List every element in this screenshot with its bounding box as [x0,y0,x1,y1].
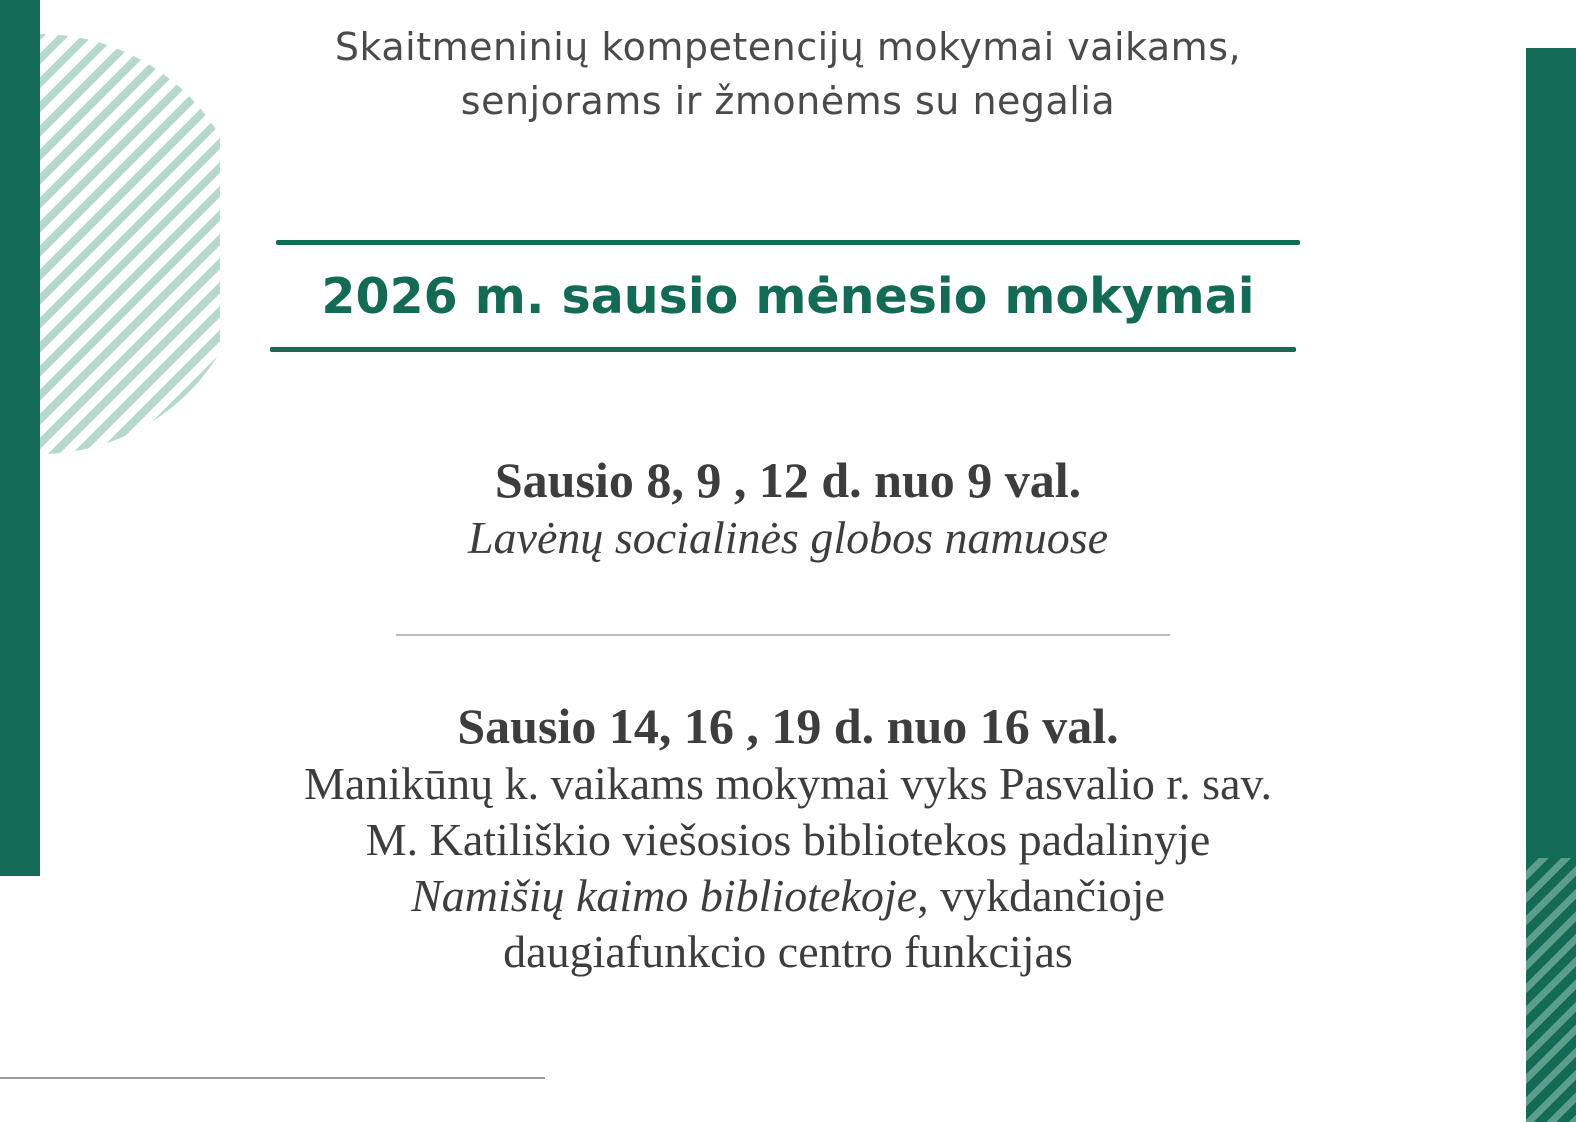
event-2-library-name: Namišių kaimo bibliotekoje [411,870,918,921]
divider [396,634,1170,636]
event-2-line-2: M. Katiliškio viešosios bibliotekos padalinyje [365,814,1211,865]
bottom-divider [0,1077,545,1079]
event-2-date: Sausio 14, 16 , 19 d. nuo 16 val. [457,698,1119,754]
event-1-date: Sausio 8, 9 , 12 d. nuo 9 val. [494,452,1082,508]
event-block-2 [0,696,1576,980]
event-1-place: Lavėnų socialinės globos namuose [467,512,1109,563]
subtitle [0,20,1576,128]
subtitle-line-2: senjorams ir žmonėms su negalia [460,79,1116,123]
event-2-line-4: daugiafunkcio centro funkcijas [503,926,1073,977]
event-block-1 [0,450,1576,566]
event-2-line-3-rest: , vykdančioje [917,870,1165,921]
subtitle-line-1: Skaitmeninių kompetencijų mokymai vaikams, [334,25,1242,69]
event-2-line-3 [0,868,1576,924]
event-2-line-1: Manikūnų k. vaikams mokymai vyks Pasvalio r. sav. [303,758,1273,809]
heading-rule-top [276,240,1300,245]
page-title: 2026 m. sausio mėnesio mokymai [321,268,1255,325]
heading-rule-bottom [270,347,1296,352]
